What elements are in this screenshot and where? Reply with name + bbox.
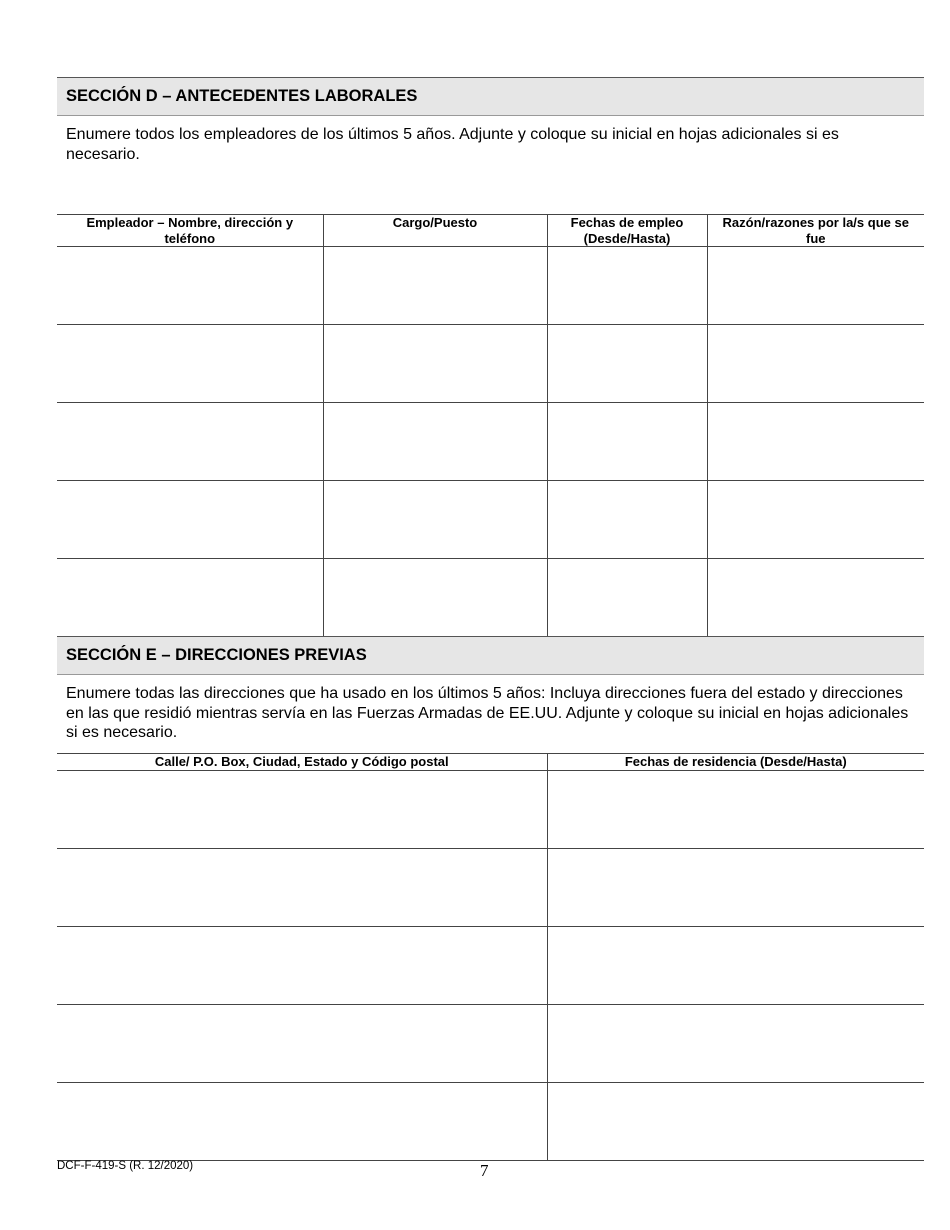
section-e-instructions: Enumere todas las direcciones que ha usado en los últimos 5 años: Incluya direcciones fuera del estado y direcciones en las que residió mientras servía en las Fuerzas Armadas de EE.UU. Adjunte y coloque su inicial en hojas adicionales si es necesario. — [66, 685, 909, 741]
table-row — [57, 325, 924, 403]
section-d-header — [57, 77, 924, 116]
table-row — [57, 1005, 924, 1083]
table-row — [57, 1083, 924, 1161]
table-row — [57, 559, 924, 637]
reason-field[interactable] — [707, 325, 924, 403]
table-row — [57, 403, 924, 481]
column-header-employer: Empleador – Nombre, dirección y teléfono — [57, 215, 323, 247]
table-row — [57, 481, 924, 559]
table-row — [57, 927, 924, 1005]
column-header-reason-for-leaving: Razón/razones por la/s que se fue — [707, 215, 924, 247]
page-number: 7 — [480, 1161, 489, 1180]
reason-field[interactable] — [707, 559, 924, 637]
position-field[interactable] — [323, 247, 547, 325]
residence-dates-field[interactable] — [547, 771, 924, 849]
position-field[interactable] — [323, 559, 547, 637]
form-page — [57, 77, 924, 1161]
form-code: DCF-F-419-S (R. 12/2020) — [57, 1160, 194, 1172]
employment-dates-field[interactable] — [547, 325, 707, 403]
employer-field[interactable] — [57, 481, 323, 559]
residence-dates-field[interactable] — [547, 927, 924, 1005]
position-field[interactable] — [323, 403, 547, 481]
table-row — [57, 849, 924, 927]
employment-dates-field[interactable] — [547, 481, 707, 559]
address-field[interactable] — [57, 771, 547, 849]
column-header-address: Calle/ P.O. Box, Ciudad, Estado y Código postal — [57, 754, 547, 771]
reason-field[interactable] — [707, 403, 924, 481]
column-header-residence-dates: Fechas de residencia (Desde/Hasta) — [547, 754, 924, 771]
column-header-employment-dates: Fechas de empleo (Desde/Hasta) — [547, 215, 707, 247]
address-field[interactable] — [57, 1083, 547, 1161]
employment-dates-field[interactable] — [547, 247, 707, 325]
table-row — [57, 771, 924, 849]
employment-dates-field[interactable] — [547, 403, 707, 481]
address-field[interactable] — [57, 849, 547, 927]
employment-dates-field[interactable] — [547, 559, 707, 637]
section-d-title: SECCIÓN D – ANTECEDENTES LABORALES — [66, 87, 418, 105]
section-e-title: SECCIÓN E – DIRECCIONES PREVIAS — [66, 646, 367, 664]
table-row — [57, 247, 924, 325]
column-header-position: Cargo/Puesto — [323, 215, 547, 247]
address-field[interactable] — [57, 927, 547, 1005]
address-field[interactable] — [57, 1005, 547, 1083]
employer-field[interactable] — [57, 403, 323, 481]
residence-dates-field[interactable] — [547, 1005, 924, 1083]
previous-addresses-table — [57, 753, 924, 1161]
table-header-row — [57, 754, 924, 771]
reason-field[interactable] — [707, 247, 924, 325]
section-e-header — [57, 636, 924, 675]
table-header-row — [57, 215, 924, 247]
employer-field[interactable] — [57, 247, 323, 325]
employer-field[interactable] — [57, 325, 323, 403]
employment-history-table — [57, 214, 924, 636]
residence-dates-field[interactable] — [547, 849, 924, 927]
reason-field[interactable] — [707, 481, 924, 559]
position-field[interactable] — [323, 481, 547, 559]
section-d-instructions: Enumere todos los empleadores de los últimos 5 años. Adjunte y coloque su inicial en hojas adicionales si es necesario. — [66, 126, 839, 163]
position-field[interactable] — [323, 325, 547, 403]
employer-field[interactable] — [57, 559, 323, 637]
residence-dates-field[interactable] — [547, 1083, 924, 1161]
